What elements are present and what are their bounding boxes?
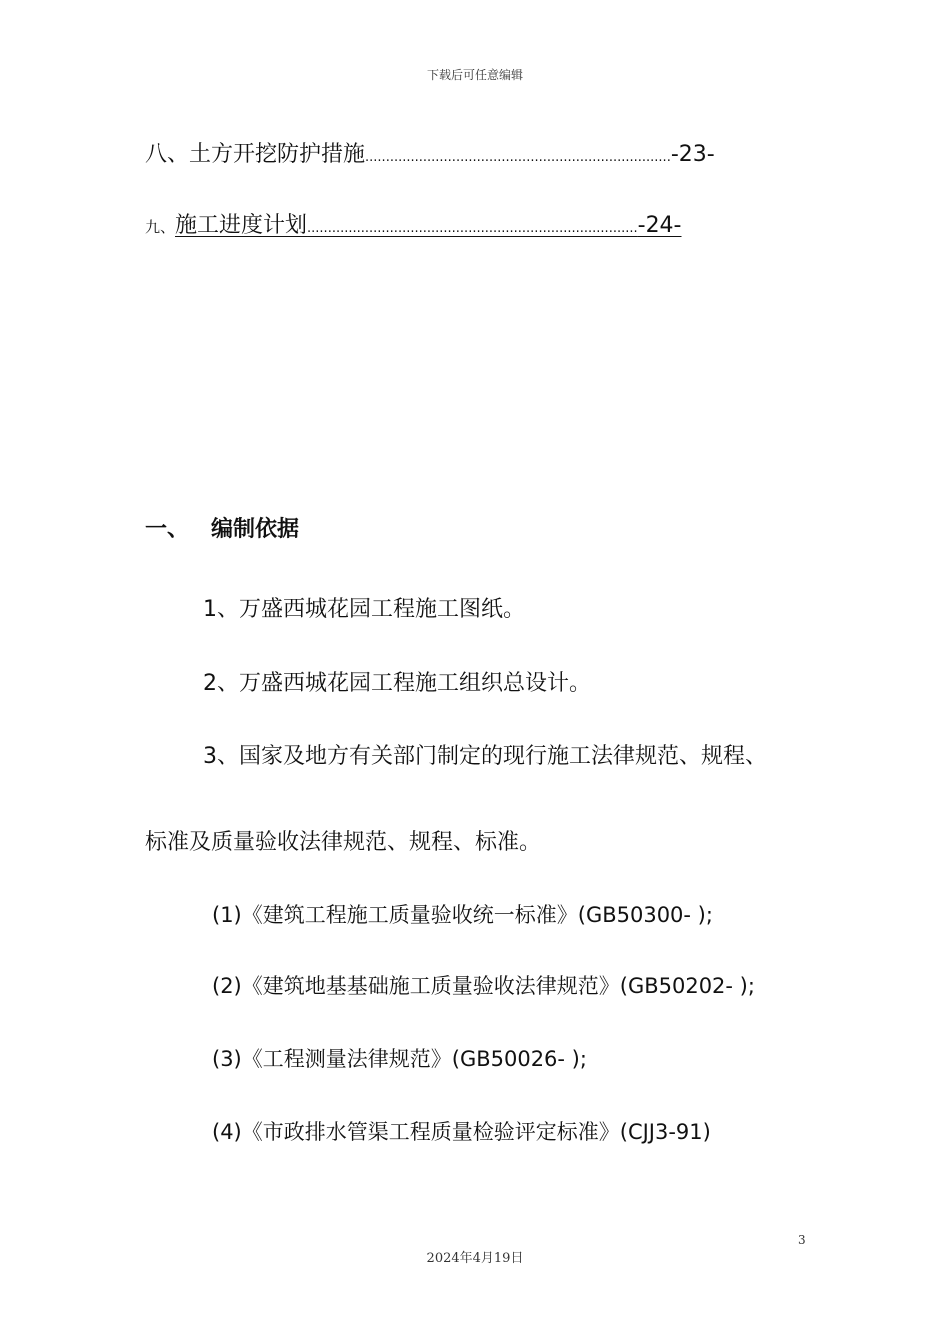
section-heading [145, 512, 299, 543]
toc-entry-9[interactable] [145, 208, 682, 239]
basis-item-1: 1、万盛西城花园工程施工图纸。 [203, 597, 525, 622]
page-number: 3 [798, 1233, 806, 1247]
toc-entry-link[interactable] [175, 208, 681, 239]
standard-item-4: (4)《市政排水管渠工程质量检验评定标准》(CJJ3-91) [212, 1120, 711, 1144]
basis-item-3: 3、国家及地方有关部门制定的现行施工法律规范、规程、 [203, 744, 767, 769]
toc-entry-8[interactable] [145, 137, 715, 168]
standard-item-2: (2)《建筑地基基础施工质量验收法律规范》(GB50202- ); [212, 974, 755, 998]
section-number: 一、 [145, 517, 190, 542]
section-title: 编制依据 [211, 517, 300, 542]
toc-entry-prefix: 九、 [145, 218, 176, 236]
toc-entry-title: 土方开挖防护措施 [189, 142, 366, 167]
toc-leader-dots: .......................................................................... [365, 150, 671, 165]
toc-entry-title: 施工进度计划 [175, 213, 308, 238]
toc-entry-page: -23- [670, 142, 715, 167]
standard-item-1: (1)《建筑工程施工质量验收统一标准》(GB50300- ); [212, 903, 713, 927]
footer-date: 2024年4月19日 [426, 1251, 524, 1266]
header-note: 下载后可任意编辑 [426, 68, 523, 82]
toc-entry-page: -24- [637, 213, 682, 238]
toc-entry-prefix: 八、 [145, 142, 190, 167]
basis-item-3-continued: 标准及质量验收法律规范、规程、标准。 [145, 830, 542, 855]
standard-item-3: (3)《工程测量法律规范》(GB50026- ); [212, 1047, 587, 1071]
toc-leader-dots: ................................................................................ [307, 221, 638, 236]
basis-item-2: 2、万盛西城花园工程施工组织总设计。 [203, 671, 591, 696]
